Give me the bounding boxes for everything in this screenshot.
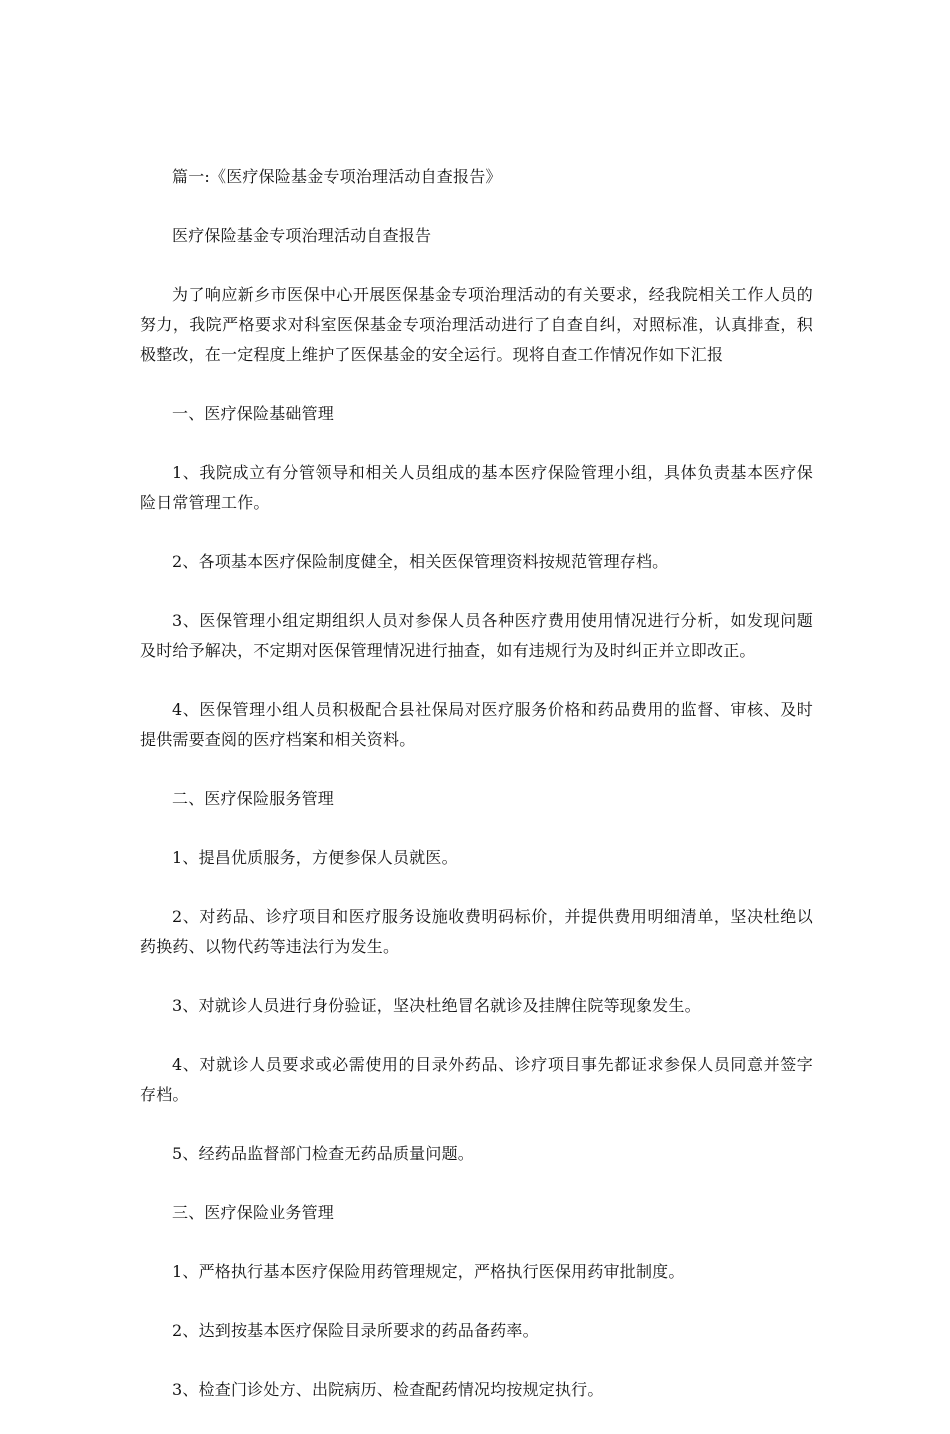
section-3-item-2: 2、达到按基本医疗保险目录所要求的药品备药率。	[172, 1321, 539, 1340]
intro-paragraph: 为了响应新乡市医保中心开展医保基金专项治理活动的有关要求，经我院相关工作人员的努力，我院严格要求对科室医保基金专项治理活动进行了自查自纠，对照标准，认真排查，积极整改，在一定程度上维护了医保基金的安全运行。现将自查工作情况作如下汇报	[140, 285, 813, 364]
section-1-item-1: 1、我院成立有分管领导和相关人员组成的基本医疗保险管理小组，具体负责基本医疗保险日常管理工作。	[140, 463, 813, 512]
section-2-item-3: 3、对就诊人员进行身份验证，坚决杜绝冒名就诊及挂牌住院等现象发生。	[172, 996, 701, 1015]
document-page	[140, 162, 813, 1434]
section-3-item-1: 1、严格执行基本医疗保险用药管理规定，严格执行医保用药审批制度。	[172, 1262, 685, 1281]
section-1-item-4: 4、医保管理小组人员积极配合县社保局对医疗服务价格和药品费用的监督、审核、及时提供需要查阅的医疗档案和相关资料。	[140, 700, 813, 749]
section-1-item-3: 3、医保管理小组定期组织人员对参保人员各种医疗费用使用情况进行分析，如发现问题及时给予解决，不定期对医保管理情况进行抽查，如有违规行为及时纠正并立即改正。	[140, 611, 813, 660]
section-heading-1: 一、医疗保险基础管理	[172, 404, 335, 423]
section-2-item-1: 1、提昌优质服务，方便参保人员就医。	[172, 848, 458, 867]
section-2-item-4: 4、对就诊人员要求或必需使用的目录外药品、诊疗项目事先都证求参保人员同意并签字存档。	[140, 1055, 813, 1104]
section-heading-3: 三、医疗保险业务管理	[172, 1203, 335, 1222]
section-2-item-5: 5、经药品监督部门检查无药品质量问题。	[172, 1144, 474, 1163]
document-title: 医疗保险基金专项治理活动自查报告	[172, 226, 432, 245]
section-2-item-2: 2、对药品、诊疗项目和医疗服务设施收费明码标价，并提供费用明细清单，坚决杜绝以药换药、以物代药等违法行为发生。	[140, 907, 813, 956]
section-1-item-2: 2、各项基本医疗保险制度健全，相关医保管理资料按规范管理存档。	[172, 552, 669, 571]
document-series-title: 篇一:《医疗保险基金专项治理活动自查报告》	[172, 167, 502, 186]
section-heading-2: 二、医疗保险服务管理	[172, 789, 335, 808]
section-3-item-3: 3、检查门诊处方、出院病历、检查配药情况均按规定执行。	[172, 1380, 604, 1399]
